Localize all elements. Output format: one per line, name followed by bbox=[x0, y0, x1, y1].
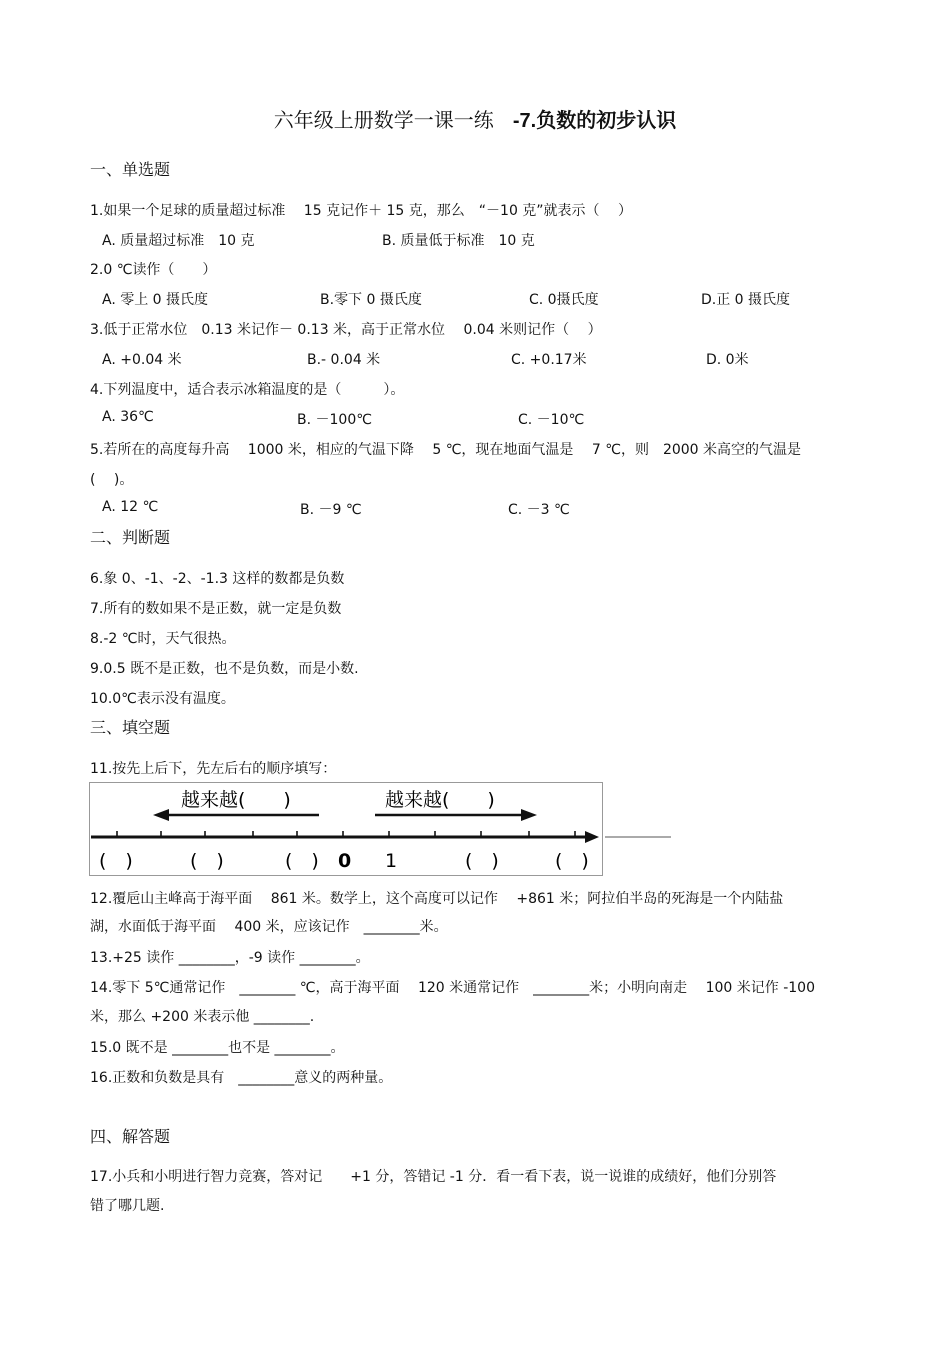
q5-option-b[interactable]: B. －9 ℃ bbox=[300, 502, 362, 518]
label-one: 1 bbox=[385, 850, 398, 872]
question-17-line2: 错了哪几题. bbox=[90, 1198, 165, 1214]
left-arrowhead bbox=[153, 809, 169, 821]
title-main: 六年级上册数学一课一练 bbox=[273, 108, 494, 132]
title-suffix: -7.负数的初步认识 bbox=[512, 110, 677, 132]
section-heading-answer: 四、解答题 bbox=[90, 1127, 171, 1146]
question-16: 16.正数和负数是具有 ________意义的两种量。 bbox=[90, 1070, 393, 1086]
question-14-line2: 米，那么 +200 米表示他 ________. bbox=[90, 1009, 315, 1025]
number-line-figure bbox=[89, 782, 674, 878]
q1-option-a[interactable]: A. 质量超过标准 10 克 bbox=[102, 233, 255, 249]
question-17-line1: 17.小兵和小明进行智力竞赛，答对记 +1 分，答错记 -1 分．看一看下表，说一说谁的成绩好，他们分别答 bbox=[90, 1169, 777, 1185]
q3-option-d[interactable]: D. 0米 bbox=[706, 352, 749, 368]
label-zero: 0 bbox=[338, 850, 352, 872]
section-heading-true-false: 二、判断题 bbox=[90, 528, 171, 547]
question-3: 3.低于正常水位 0.13 米记作－ 0.13 米，高于正常水位 0.04 米则记作（ ） bbox=[90, 322, 602, 338]
q5-option-a[interactable]: A. 12 ℃ bbox=[102, 499, 159, 515]
section-heading-fill-blank: 三、填空题 bbox=[90, 718, 171, 737]
axis-arrowhead bbox=[585, 831, 599, 843]
question-2: 2.0 ℃读作（ ） bbox=[90, 262, 217, 278]
question-13: 13.+25 读作 ________，-9 读作 ________。 bbox=[90, 950, 370, 966]
page-title bbox=[0, 104, 950, 133]
q2-option-c[interactable]: C. 0摄氏度 bbox=[529, 292, 599, 308]
question-12-line2: 湖，水面低于海平面 400 米，应该记作 ________米。 bbox=[90, 919, 448, 935]
q4-option-b[interactable]: B. －100℃ bbox=[297, 412, 372, 428]
question-5: 5.若所在的高度每升高 1000 米，相应的气温下降 5 ℃，现在地面气温是 7 ℃，则 2000 米高空的气温是 bbox=[90, 442, 802, 458]
question-14-line1: 14.零下 5℃通常记作 ________ ℃，高于海平面 120 米通常记作 ________米；小明向南走 100 米记作 -100 bbox=[90, 980, 815, 996]
question-15: 15.0 既不是 ________也不是 ________。 bbox=[90, 1040, 345, 1056]
right-arrowhead bbox=[521, 809, 537, 821]
q5-option-c[interactable]: C. －3 ℃ bbox=[508, 502, 570, 518]
q3-option-b[interactable]: B.- 0.04 米 bbox=[307, 352, 381, 368]
q4-option-c[interactable]: C. －10℃ bbox=[518, 412, 585, 428]
q3-option-c[interactable]: C. +0.17米 bbox=[511, 352, 587, 368]
question-1: 1.如果一个足球的质量超过标准 15 克记作＋ 15 克，那么 “－10 克”就表示（ ） bbox=[90, 203, 633, 219]
question-11: 11.按先上后下，先左后右的顺序填写： bbox=[90, 761, 337, 777]
q2-option-b[interactable]: B.零下 0 摄氏度 bbox=[320, 292, 422, 308]
q2-option-d[interactable]: D.正 0 摄氏度 bbox=[701, 292, 791, 308]
question-10: 10.0℃表示没有温度。 bbox=[90, 691, 235, 707]
section-heading-single-choice: 一、单选题 bbox=[90, 160, 171, 179]
q3-option-a[interactable]: A. +0.04 米 bbox=[102, 352, 182, 368]
question-4: 4.下列温度中，适合表示冰箱温度的是（ ）。 bbox=[90, 382, 405, 398]
question-12-line1: 12.覆巵山主峰高于海平面 861 米。数学上，这个高度可以记作 +861 米；阿拉伯半岛的死海是一个内陆盐 bbox=[90, 891, 784, 907]
q1-option-b[interactable]: B. 质量低于标准 10 克 bbox=[382, 233, 535, 249]
question-7: 7.所有的数如果不是正数，就一定是负数 bbox=[90, 601, 342, 617]
blank-paren-5[interactable]: ( ) bbox=[555, 850, 589, 872]
q2-option-a[interactable]: A. 零上 0 摄氏度 bbox=[102, 292, 209, 308]
blank-paren-4[interactable]: ( ) bbox=[465, 850, 499, 872]
left-arrow-label: 越来越( ) bbox=[181, 789, 291, 811]
question-9: 9.0.5 既不是正数，也不是负数，而是小数. bbox=[90, 661, 359, 677]
blank-paren-1[interactable]: ( ) bbox=[99, 850, 133, 872]
right-arrow-label: 越来越( ) bbox=[385, 789, 495, 811]
q4-option-a[interactable]: A. 36℃ bbox=[102, 409, 154, 425]
question-5-line2: ( )。 bbox=[90, 472, 134, 488]
blank-paren-2[interactable]: ( ) bbox=[190, 850, 224, 872]
question-6: 6.象 0、-1、-2、-1.3 这样的数都是负数 bbox=[90, 571, 345, 587]
question-8: 8.-2 ℃时，天气很热。 bbox=[90, 631, 236, 647]
blank-paren-3[interactable]: ( ) bbox=[285, 850, 319, 872]
